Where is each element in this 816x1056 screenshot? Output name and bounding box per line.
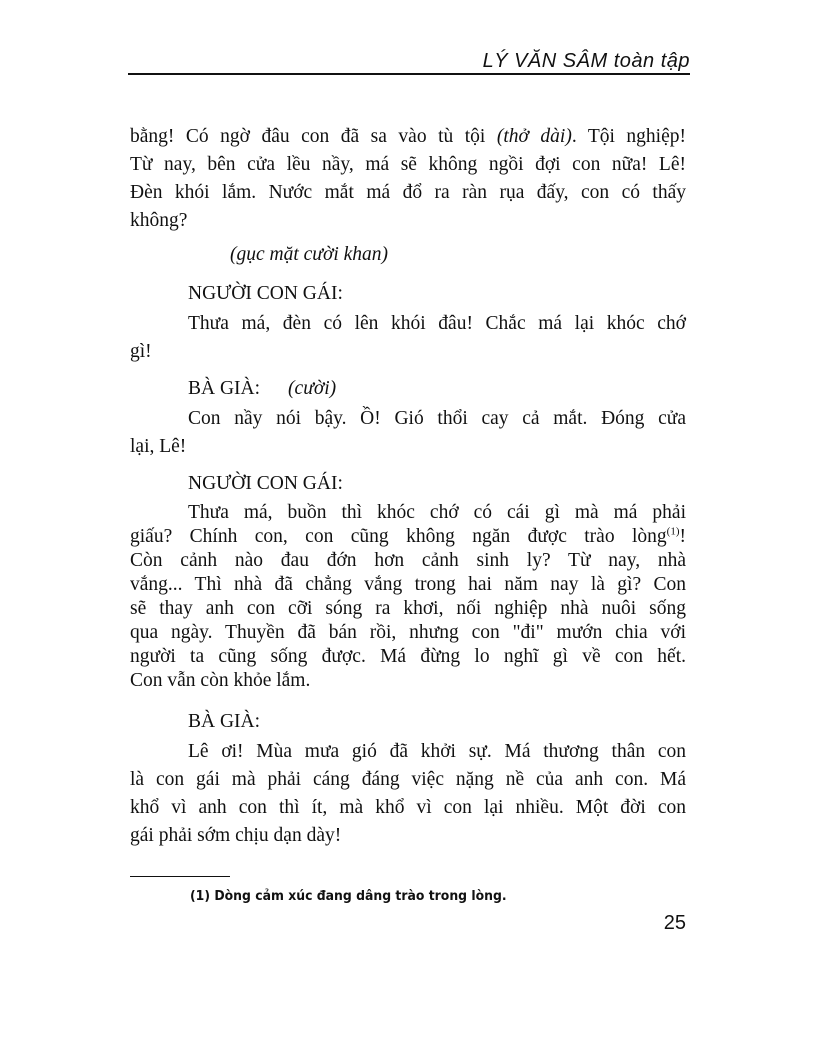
text-line: Đèn khói lắm. Nước mắt má đổ ra ràn rụa đấy, con có thấy [130, 182, 686, 203]
text-line: không? [130, 210, 188, 231]
text-line: Từ nay, bên cửa lều nầy, má sẽ không ngồi đợi con nữa! Lê! [130, 154, 686, 175]
stage-direction: (thở dài) [496, 126, 572, 147]
text: giấu? Chính con, con cũng không ngăn được trào lòng [130, 526, 667, 547]
text-line: Còn cảnh nào đau đớn hơn cảnh sinh ly? Từ nay, nhà [130, 550, 686, 571]
text-line: Lê ơi! Mùa mưa gió đã khởi sự. Má thương thân con [188, 741, 686, 762]
footnote: (1) Dòng cảm xúc đang dâng trào trong lòng. [190, 888, 507, 904]
stage-direction: (cười) [288, 378, 337, 399]
text-line [130, 125, 686, 149]
text-line: lại, Lê! [130, 436, 187, 457]
text: bằng! Có ngờ đâu con đã sa vào tù tội [130, 126, 497, 147]
text-line: khổ vì anh con thì ít, mà khổ vì con lại nhiều. Một đời con [130, 797, 686, 818]
text-line: gì! [130, 341, 152, 362]
speaker-name: NGƯỜI CON GÁI: [188, 473, 343, 494]
text-line: sẽ thay anh con cỡi sóng ra khơi, nối nghiệp nhà nuôi sống [130, 598, 686, 619]
text-line: vắng... Thì nhà đã chẳng vắng trong hai năm nay là gì? Con [130, 574, 686, 595]
text: . Tội nghiệp! [571, 126, 686, 147]
text-line: qua ngày. Thuyền đã bán rồi, nhưng con "đi" mướn chia với [130, 622, 686, 643]
footnote-ref: (1) [666, 525, 680, 538]
text-line [130, 525, 686, 549]
text-line: là con gái mà phải cáng đáng việc nặng nề của anh con. Má [130, 769, 686, 790]
stage-direction: (gục mặt cười khan) [230, 244, 389, 265]
text-line: Thưa má, đèn có lên khói đâu! Chắc má lại khóc chớ [188, 313, 686, 334]
text: ! [679, 526, 686, 547]
text-line: Con nầy nói bậy. Ồ! Gió thổi cay cả mắt. Đóng cửa [188, 408, 686, 429]
text-line: Con vẫn còn khỏe lắm. [130, 670, 311, 691]
text-line: Thưa má, buồn thì khóc chớ có cái gì mà má phải [188, 502, 686, 523]
running-header: LÝ VĂN SÂM toàn tập [482, 50, 690, 72]
speaker-name: BÀ GIÀ: [188, 711, 261, 732]
speaker-name [188, 377, 588, 401]
page-number: 25 [663, 912, 686, 934]
text-line: gái phải sớm chịu dạn dày! [130, 825, 342, 846]
text-line: người ta cũng sống được. Má đừng lo nghĩ gì về con hết. [130, 646, 686, 667]
speaker-label: BÀ GIÀ: [188, 378, 261, 399]
footnote-rule [130, 876, 230, 877]
speaker-name: NGƯỜI CON GÁI: [188, 283, 343, 304]
header-rule [128, 73, 690, 75]
